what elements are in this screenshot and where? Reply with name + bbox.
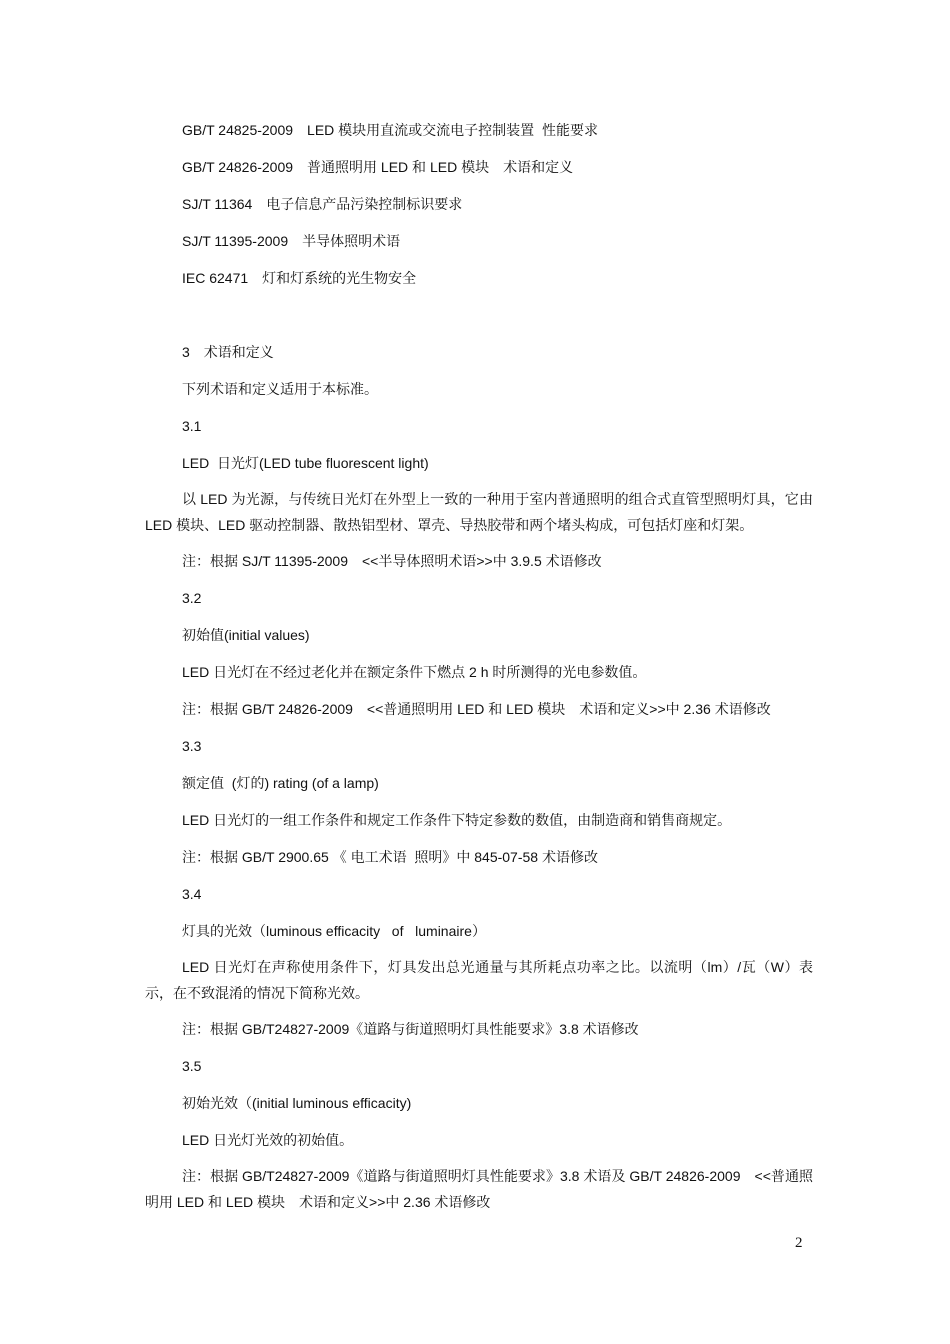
term-number: 3.3 — [182, 738, 202, 754]
reference-item: GB/T 24825-2009 LED 模块用直流或交流电子控制装置 性能要求 — [182, 122, 598, 138]
term-definition: 以 LED 为光源，与传统日光灯在外型上一致的一种用于室内普通照明的组合式直管型照明灯具，它由 LED 模块、LED 驱动控制器、散热铝型材、罩壳、导热胶带和两个堵头构成，可包括灯座和灯架。 — [145, 491, 813, 533]
term-definition: LED 日光灯在声称使用条件下，灯具发出总光通量与其所耗点功率之比。以流明（lm）/瓦（W）表示，在不致混淆的情况下简称光效。 — [145, 959, 813, 1001]
term-number: 3.2 — [182, 590, 202, 606]
reference-item: SJ/T 11395-2009 半导体照明术语 — [182, 233, 401, 249]
page-number: 2 — [795, 1235, 803, 1251]
term-note: 注：根据 GB/T24827-2009《道路与街道照明灯具性能要求》3.8 术语修改 — [182, 1021, 639, 1037]
term-title: 灯具的光效（luminous efficacity of luminaire） — [182, 923, 486, 939]
term-title: 额定值 (灯的) rating (of a lamp) — [182, 775, 379, 791]
term-definition: LED 日光灯在不经过老化并在额定条件下燃点 2 h 时所测得的光电参数值。 — [182, 664, 647, 680]
section-intro: 下列术语和定义适用于本标准。 — [182, 381, 378, 397]
term-title: LED 日光灯(LED tube fluorescent light) — [182, 455, 429, 471]
term-note: 注：根据 GB/T 2900.65 《 电工术语 照明》中 845-07-58 术语修改 — [182, 849, 598, 865]
term-note: 注：根据 GB/T 24826-2009 <<普通照明用 LED 和 LED 模块 术语和定义>>中 2.36 术语修改 — [182, 701, 771, 717]
reference-item: SJ/T 11364 电子信息产品污染控制标识要求 — [182, 196, 463, 212]
term-title: 初始光效（(initial luminous efficacity) — [182, 1095, 412, 1111]
term-title: 初始值(initial values) — [182, 627, 310, 643]
term-number: 3.4 — [182, 886, 202, 902]
reference-item: IEC 62471 灯和灯系统的光生物安全 — [182, 270, 417, 286]
term-note: 注：根据 GB/T24827-2009《道路与街道照明灯具性能要求》3.8 术语及 GB/T 24826-2009 <<普通照明用 LED 和 LED 模块 术语和定义>>中 2.36 术语修改 — [145, 1168, 813, 1210]
term-definition: LED 日光灯的一组工作条件和规定工作条件下特定参数的数值，由制造商和销售商规定。 — [182, 812, 732, 828]
term-number: 3.1 — [182, 418, 202, 434]
reference-item: GB/T 24826-2009 普通照明用 LED 和 LED 模块 术语和定义 — [182, 159, 574, 175]
section-heading: 3 术语和定义 — [182, 344, 274, 360]
term-note: 注：根据 SJ/T 11395-2009 <<半导体照明术语>>中 3.9.5 术语修改 — [182, 553, 602, 569]
term-number: 3.5 — [182, 1058, 202, 1074]
term-definition: LED 日光灯光效的初始值。 — [182, 1132, 354, 1148]
